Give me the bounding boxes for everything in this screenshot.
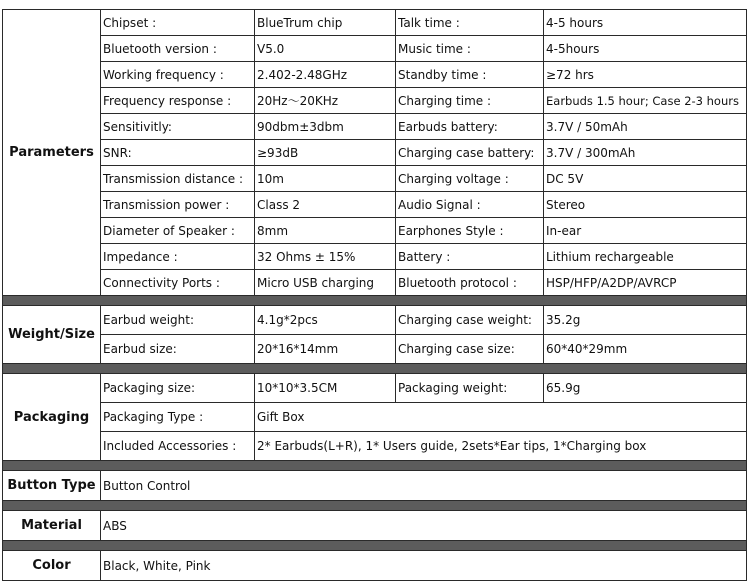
spec-label: Transmission power : [101,192,255,218]
spec-label: Connectivity Ports : [101,270,255,296]
spec-label: Bluetooth protocol : [396,270,544,296]
table-row [3,551,747,581]
spec-value: 3.7V / 50mAh [544,114,747,140]
spec-value: Black, White, Pink [101,551,747,581]
spec-value: 8mm [255,218,396,244]
spec-value: In-ear [544,218,747,244]
spec-label: Packaging weight: [396,374,544,403]
table-row [3,192,747,218]
spec-value: 2* Earbuds(L+R), 1* Users guide, 2sets*Ear tips, 1*Charging box [255,432,747,461]
section-title-button-type: Button Type [3,471,101,501]
section-title-packaging: Packaging [3,374,101,461]
spec-value: ≥93dB [255,140,396,166]
spec-value: Lithium rechargeable [544,244,747,270]
table-row [3,306,747,335]
spec-label: Talk time : [396,10,544,36]
spec-label: Impedance : [101,244,255,270]
spec-value: DC 5V [544,166,747,192]
spec-value: 20Hz～20KHz [255,88,396,114]
table-row [3,244,747,270]
spec-value: 32 Ohms ± 15% [255,244,396,270]
spec-value: 10*10*3.5CM [255,374,396,403]
spec-label: Sensitivitly: [101,114,255,140]
spec-label: Battery : [396,244,544,270]
spec-label: Frequency response : [101,88,255,114]
section-title-material: Material [3,511,101,541]
spec-value: 4-5hours [544,36,747,62]
spec-label: Standby time : [396,62,544,88]
spec-label: Music time : [396,36,544,62]
spec-value: 10m [255,166,396,192]
spec-label: Working frequency : [101,62,255,88]
spec-value: ≥72 hrs [544,62,747,88]
table-row [3,432,747,461]
spec-label: Audio Signal : [396,192,544,218]
section-title-parameters: Parameters [3,10,101,296]
spec-value: V5.0 [255,36,396,62]
spec-label: Bluetooth version : [101,36,255,62]
table-row [3,471,747,501]
section-title-weight-size: Weight/Size [3,306,101,364]
spec-table [2,9,747,581]
spec-label: Included Accessories : [101,432,255,461]
section-divider [3,296,747,306]
table-row [3,36,747,62]
table-row [3,114,747,140]
spec-value: Earbuds 1.5 hour; Case 2-3 hours [544,88,747,114]
spec-value: BlueTrum chip [255,10,396,36]
table-row [3,88,747,114]
section-divider [3,541,747,551]
spec-label: Charging case battery: [396,140,544,166]
spec-value: 60*40*29mm [544,335,747,364]
table-row [3,270,747,296]
spec-value: Micro USB charging [255,270,396,296]
section-divider [3,461,747,471]
spec-label: Chipset : [101,10,255,36]
spec-value: 4.1g*2pcs [255,306,396,335]
table-row [3,403,747,432]
spec-label: SNR: [101,140,255,166]
spec-label: Charging case size: [396,335,544,364]
spec-value: ABS [101,511,747,541]
section-divider [3,364,747,374]
spec-value: 35.2g [544,306,747,335]
spec-label: Packaging size: [101,374,255,403]
spec-value: Button Control [101,471,747,501]
spec-label: Diameter of Speaker : [101,218,255,244]
spec-label: Charging voltage : [396,166,544,192]
spec-value: 3.7V / 300mAh [544,140,747,166]
table-row [3,335,747,364]
spec-label: Earbud size: [101,335,255,364]
spec-value: 2.402-2.48GHz [255,62,396,88]
table-row [3,10,747,36]
table-row [3,374,747,403]
spec-label: Packaging Type : [101,403,255,432]
table-row [3,511,747,541]
spec-label: Earbuds battery: [396,114,544,140]
spec-value: 20*16*14mm [255,335,396,364]
spec-value: 90dbm±3dbm [255,114,396,140]
spec-value: 65.9g [544,374,747,403]
spec-value: Stereo [544,192,747,218]
spec-label: Charging time : [396,88,544,114]
spec-value: 4-5 hours [544,10,747,36]
spec-label: Earphones Style : [396,218,544,244]
spec-value: HSP/HFP/A2DP/AVRCP [544,270,747,296]
spec-label: Transmission distance : [101,166,255,192]
spec-label: Earbud weight: [101,306,255,335]
table-row [3,218,747,244]
table-row [3,140,747,166]
section-divider [3,501,747,511]
spec-value: Gift Box [255,403,747,432]
table-row [3,62,747,88]
spec-label: Charging case weight: [396,306,544,335]
table-row [3,166,747,192]
section-title-color: Color [3,551,101,581]
spec-value: Class 2 [255,192,396,218]
